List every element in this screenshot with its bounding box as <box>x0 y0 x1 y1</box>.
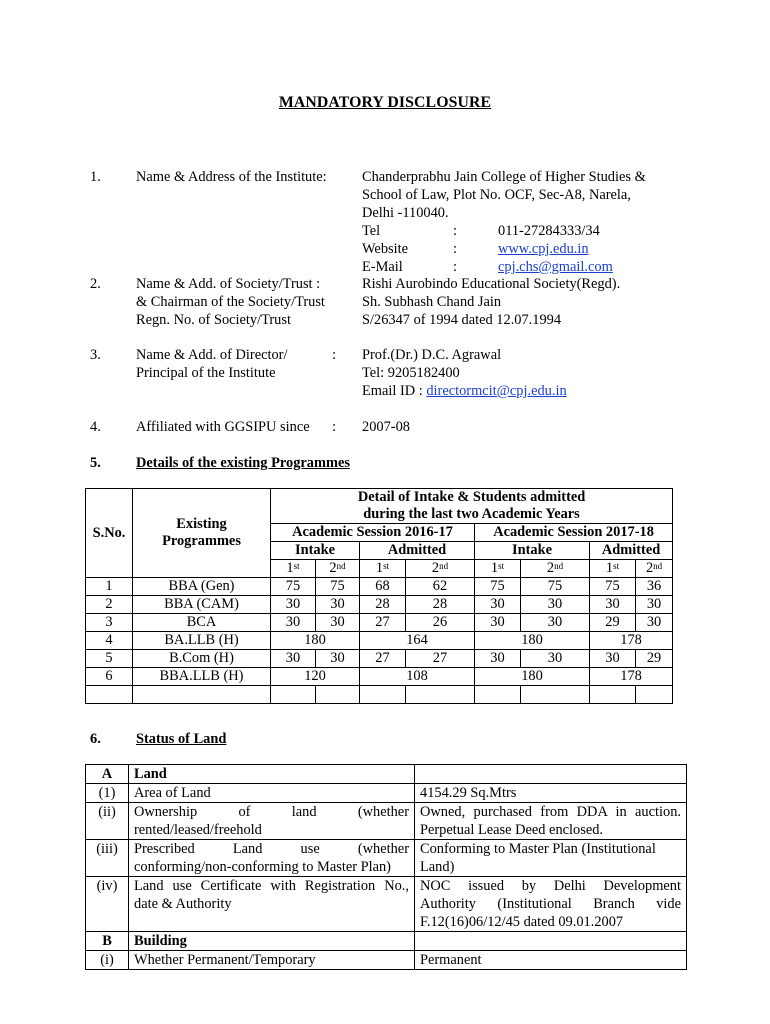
ordinal-suffix: nd <box>554 561 564 571</box>
director-label-2: Principal of the Institute <box>136 365 276 381</box>
cell: 75 <box>271 578 316 596</box>
land-label-line: rented/leased/freehold <box>134 822 262 838</box>
cell: 29 <box>590 614 636 632</box>
ordinal: 1 <box>605 560 614 576</box>
cell: 30 <box>636 614 673 632</box>
empty-cell <box>316 686 360 704</box>
address-line-1: Chanderprabhu Jain College of Higher Studies & <box>362 169 646 185</box>
header-session-2017: Academic Session 2017-18 <box>475 524 673 542</box>
land-label-line: conforming/non-conforming to Master Plan) <box>134 859 391 875</box>
land-label-line: Ownership of land (whether <box>134 804 409 820</box>
cell: 30 <box>475 614 521 632</box>
section-4-number: 4. <box>90 419 101 435</box>
land-label: Whether Permanent/Temporary <box>129 951 415 970</box>
land-key: (iii) <box>86 840 129 877</box>
land-table <box>85 764 687 970</box>
land-value-line: F.12(16)06/12/45 dated 09.01.2007 <box>420 914 624 930</box>
land-row <box>86 803 687 840</box>
website-colon: : <box>453 241 457 257</box>
row-sno: 1 <box>86 578 133 596</box>
table-row <box>86 632 673 650</box>
cell: 30 <box>316 596 360 614</box>
empty-cell <box>521 686 590 704</box>
land-value-line: NOC issued by Delhi Development <box>420 878 681 894</box>
cell: 30 <box>521 650 590 668</box>
land-value: Permanent <box>415 951 687 970</box>
cell: 30 <box>316 614 360 632</box>
email-colon: : <box>453 259 457 275</box>
ordinal: 2 <box>431 560 440 576</box>
row-sno: 4 <box>86 632 133 650</box>
header-2nd <box>636 560 673 578</box>
section-2-number: 2. <box>90 276 101 292</box>
section-5-number: 5. <box>90 455 101 471</box>
ordinal-suffix: nd <box>439 561 449 571</box>
cell: 30 <box>475 596 521 614</box>
land-key: (1) <box>86 784 129 803</box>
land-key: (iv) <box>86 877 129 932</box>
empty-cell <box>590 686 636 704</box>
society-regn: S/26347 of 1994 dated 12.07.1994 <box>362 312 562 328</box>
cell: 75 <box>316 578 360 596</box>
cell: 75 <box>475 578 521 596</box>
director-label-1: Name & Add. of Director/ <box>136 347 288 363</box>
empty-cell <box>475 686 521 704</box>
cell: 28 <box>406 596 475 614</box>
empty-cell <box>406 686 475 704</box>
website-label: Website <box>362 241 408 257</box>
land-label-line: Land use Certificate with Registration No., <box>134 878 409 894</box>
merged-cell: 164 <box>360 632 475 650</box>
land-key: B <box>86 932 129 951</box>
header-detail-1: Detail of Intake & Students admitted <box>357 489 586 505</box>
land-value <box>415 877 687 932</box>
land-value-line: Perpetual Lease Deed enclosed. <box>420 822 603 838</box>
cell: 30 <box>271 650 316 668</box>
cell: 62 <box>406 578 475 596</box>
cell: 30 <box>521 614 590 632</box>
director-values <box>362 346 567 400</box>
cell: 30 <box>271 614 316 632</box>
ordinal-suffix: st <box>383 561 390 571</box>
cell: 75 <box>521 578 590 596</box>
tel-colon: : <box>453 223 457 239</box>
website-link[interactable]: www.cpj.edu.in <box>498 241 589 257</box>
programmes-heading: Details of the existing Programmes <box>136 455 350 471</box>
society-label-3: Regn. No. of Society/Trust <box>136 312 291 328</box>
society-labels <box>136 275 325 329</box>
cell: 75 <box>590 578 636 596</box>
header-admitted-2016: Admitted <box>360 542 475 560</box>
table-row <box>86 596 673 614</box>
ordinal: 2 <box>329 560 337 576</box>
merged-cell: 108 <box>360 668 475 686</box>
land-row <box>86 765 687 784</box>
ordinal: 2 <box>645 560 654 576</box>
ordinal-suffix: st <box>613 561 620 571</box>
header-sno: S.No. <box>86 489 133 578</box>
land-value <box>415 840 687 877</box>
header-1st <box>475 560 521 578</box>
row-programme: BBA (CAM) <box>133 596 271 614</box>
header-programmes <box>133 489 271 578</box>
header-1st <box>360 560 406 578</box>
empty-cell <box>415 932 687 951</box>
land-label <box>129 877 415 932</box>
address-line-2: School of Law, Plot No. OCF, Sec-A8, Narela, <box>362 187 631 203</box>
cell: 29 <box>636 650 673 668</box>
row-programme: B.Com (H) <box>133 650 271 668</box>
land-label: Area of Land <box>129 784 415 803</box>
cell: 27 <box>360 650 406 668</box>
row-programme: BA.LLB (H) <box>133 632 271 650</box>
society-label-1: Name & Add. of Society/Trust : <box>136 276 321 292</box>
header-1st <box>271 560 316 578</box>
ordinal-suffix: nd <box>653 561 663 571</box>
cell: 30 <box>636 596 673 614</box>
society-values <box>362 275 620 329</box>
cell: 30 <box>271 596 316 614</box>
empty-cell <box>133 686 271 704</box>
affiliation-year: 2007-08 <box>362 419 410 435</box>
cell: 27 <box>406 650 475 668</box>
header-2nd <box>316 560 360 578</box>
row-sno: 2 <box>86 596 133 614</box>
empty-cell <box>86 686 133 704</box>
land-value-line: Owned, purchased from DDA in auction. <box>420 804 681 820</box>
director-colon: : <box>332 347 336 363</box>
ordinal-suffix: nd <box>336 561 346 571</box>
header-2nd <box>406 560 475 578</box>
row-sno: 3 <box>86 614 133 632</box>
table-row <box>86 578 673 596</box>
chairman-name: Sh. Subhash Chand Jain <box>362 294 502 310</box>
merged-cell: 178 <box>590 632 673 650</box>
table-row-empty <box>86 686 673 704</box>
header-programmes-1: Existing <box>176 516 227 532</box>
cell: 26 <box>406 614 475 632</box>
land-key: (ii) <box>86 803 129 840</box>
director-tel: Tel: 9205182400 <box>362 365 460 381</box>
section-1-number: 1. <box>90 169 101 185</box>
land-section-title: Building <box>129 932 415 951</box>
programmes-table <box>85 488 673 704</box>
page-title: MANDATORY DISCLOSURE <box>278 94 492 111</box>
merged-cell: 180 <box>475 632 590 650</box>
merged-cell: 180 <box>475 668 590 686</box>
cell: 68 <box>360 578 406 596</box>
director-labels <box>136 346 287 382</box>
land-value: 4154.29 Sq.Mtrs <box>415 784 687 803</box>
land-label <box>129 803 415 840</box>
affiliation-colon: : <box>332 419 336 435</box>
cell: 30 <box>590 596 636 614</box>
land-label <box>129 840 415 877</box>
tel-value: 011-27284333/34 <box>498 223 600 239</box>
header-programmes-2: Programmes <box>162 533 241 549</box>
cell: 30 <box>316 650 360 668</box>
tel-label: Tel <box>362 223 381 239</box>
ordinal: 1 <box>375 560 384 576</box>
merged-cell: 178 <box>590 668 673 686</box>
institute-label: Name & Address of the Institute: <box>136 169 327 185</box>
land-key: A <box>86 765 129 784</box>
table-row <box>86 650 673 668</box>
table-row <box>86 614 673 632</box>
land-section-title: Land <box>129 765 415 784</box>
row-programme: BBA.LLB (H) <box>133 668 271 686</box>
cell: 28 <box>360 596 406 614</box>
header-intake-2017: Intake <box>475 542 590 560</box>
ordinal: 1 <box>286 560 294 576</box>
cell: 30 <box>475 650 521 668</box>
cell: 27 <box>360 614 406 632</box>
land-row <box>86 840 687 877</box>
ordinal-suffix: st <box>293 561 300 571</box>
empty-cell <box>271 686 316 704</box>
empty-cell <box>636 686 673 704</box>
cell: 30 <box>521 596 590 614</box>
land-value-line: Conforming to Master Plan (Institutional <box>420 841 656 857</box>
institute-address <box>362 168 646 222</box>
ordinal-suffix: st <box>498 561 505 571</box>
header-1st <box>590 560 636 578</box>
merged-cell: 120 <box>271 668 360 686</box>
row-programme: BCA <box>133 614 271 632</box>
ordinal: 2 <box>546 560 555 576</box>
header-detail <box>271 489 673 524</box>
header-session-2016: Academic Session 2016-17 <box>271 524 475 542</box>
director-email-row <box>362 382 567 400</box>
land-value-line: Authority (Institutional Branch vide <box>420 896 681 912</box>
table-row <box>86 668 673 686</box>
section-3-number: 3. <box>90 347 101 363</box>
email-link[interactable]: cpj.chs@gmail.com <box>498 259 613 275</box>
land-row <box>86 877 687 932</box>
land-value <box>415 803 687 840</box>
address-line-3: Delhi -110040. <box>362 205 449 221</box>
land-label-line: Prescribed Land use (whether <box>134 841 409 857</box>
header-intake-2016: Intake <box>271 542 360 560</box>
cell: 30 <box>590 650 636 668</box>
empty-cell <box>360 686 406 704</box>
row-sno: 6 <box>86 668 133 686</box>
society-label-2: & Chairman of the Society/Trust <box>136 294 325 310</box>
land-key: (i) <box>86 951 129 970</box>
society-name: Rishi Aurobindo Educational Society(Regd). <box>362 276 621 292</box>
merged-cell: 180 <box>271 632 360 650</box>
land-row <box>86 784 687 803</box>
empty-cell <box>415 765 687 784</box>
header-admitted-2017: Admitted <box>590 542 673 560</box>
section-6-number: 6. <box>90 731 101 747</box>
header-2nd <box>521 560 590 578</box>
email-label: E-Mail <box>362 259 403 275</box>
land-heading: Status of Land <box>136 731 227 747</box>
director-email-link[interactable]: directormcit@cpj.edu.in <box>426 383 567 399</box>
director-email-label: Email ID : <box>362 383 427 399</box>
header-detail-2: during the last two Academic Years <box>363 506 580 522</box>
cell: 36 <box>636 578 673 596</box>
land-value-line: Land) <box>420 859 455 875</box>
row-sno: 5 <box>86 650 133 668</box>
affiliation-label: Affiliated with GGSIPU since <box>136 419 310 435</box>
land-row <box>86 932 687 951</box>
director-name: Prof.(Dr.) D.C. Agrawal <box>362 347 502 363</box>
land-row <box>86 951 687 970</box>
row-programme: BBA (Gen) <box>133 578 271 596</box>
land-label-line: date & Authority <box>134 896 232 912</box>
ordinal: 1 <box>490 560 499 576</box>
